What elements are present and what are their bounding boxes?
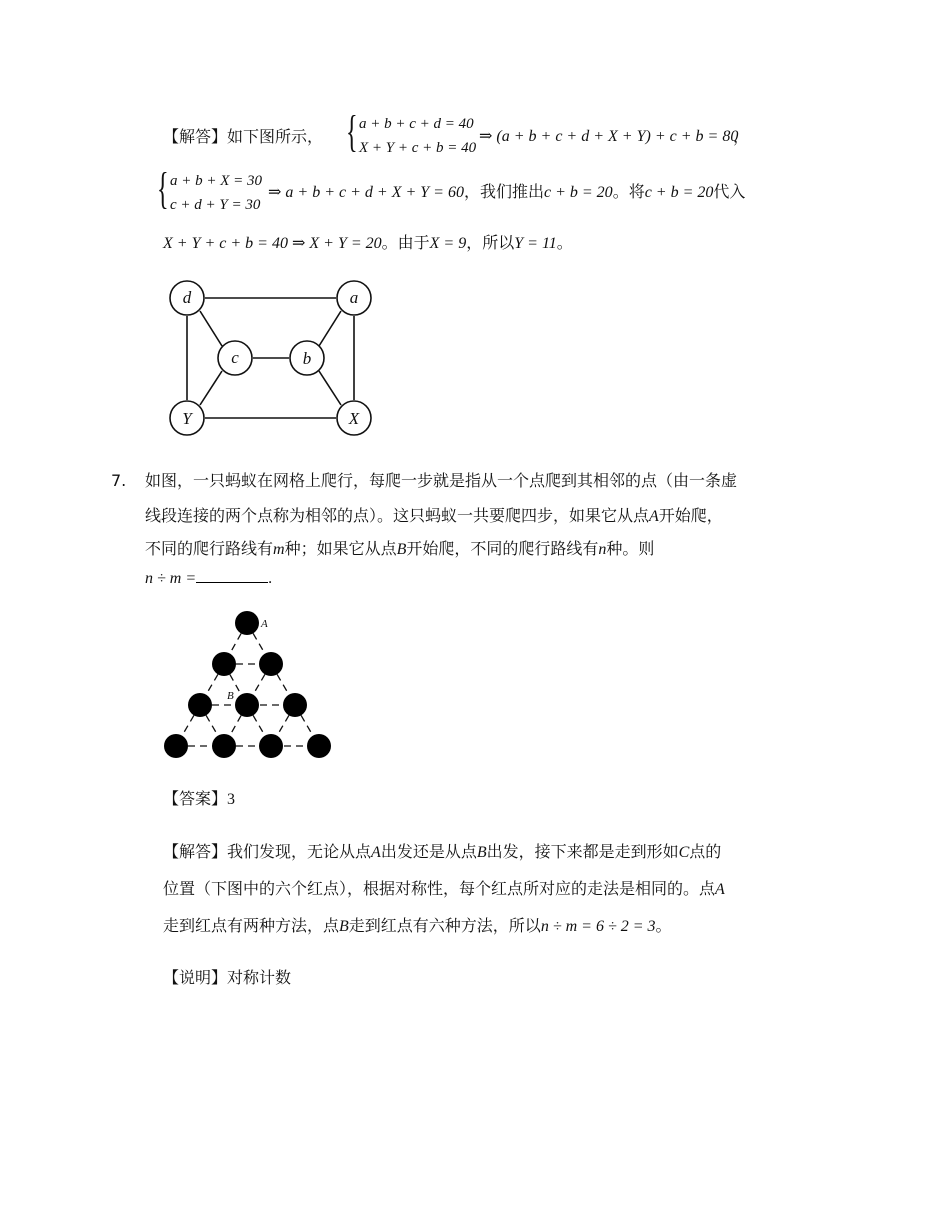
problem7-line3 [145, 538, 654, 561]
line3-a: 不同的爬行路线有 [145, 539, 274, 558]
line3-eq1: X + Y + c + b = 40 ⇒ X + Y = 20 [163, 235, 382, 252]
var-m: m [273, 541, 285, 558]
grid-dot [164, 734, 188, 758]
solution1-label: 【解答】 [163, 127, 228, 146]
solution1-line2 [268, 181, 745, 204]
system1-eq1: a + b + c + d = 40 [359, 116, 474, 132]
solution2-line1 [163, 841, 721, 864]
graph-figure [160, 278, 380, 443]
note-text: 对称计数 [227, 968, 292, 987]
note-line [163, 967, 291, 989]
line3-eq3: Y = 11 [514, 235, 557, 252]
node-label-Y: Y [182, 409, 192, 428]
answer-label: 【答案】 [163, 789, 228, 808]
line3-b: 种；如果它从点 [284, 539, 397, 558]
node-label-X: X [348, 409, 360, 428]
result1-equation: ⇒ (a + b + c + d + X + Y) + c + b = 80 [479, 128, 739, 145]
graph-edges [187, 298, 354, 418]
grid-dot [212, 652, 236, 676]
problem7-number: 7. [111, 471, 127, 490]
solution1-line3 [163, 232, 573, 255]
solution1-text2a: ，我们推出 [463, 182, 544, 201]
label-A: A [261, 618, 268, 630]
s2-l2-var-A: A [715, 881, 725, 898]
answer-value: 3 [227, 791, 236, 808]
s2-l3-var-B: B [339, 918, 349, 935]
node-label-a: a [349, 288, 359, 307]
s2-var-C: C [678, 844, 690, 861]
problem7-line4 [145, 567, 272, 590]
node-label-c: c [231, 348, 239, 367]
solution2-line3 [163, 915, 672, 938]
solution1-text2b: 。将 [612, 182, 645, 201]
line4-end: . [268, 570, 273, 587]
solution1-text2c: 代入 [713, 182, 746, 201]
var-B: B [396, 541, 407, 558]
system1-eq2: X + Y + c + b = 40 [359, 140, 477, 156]
edge-X-b [319, 371, 341, 405]
system1-brace: { [346, 107, 358, 156]
var-n: n [598, 541, 607, 558]
grid-dot [259, 652, 283, 676]
var-A: A [649, 508, 659, 525]
grid-dot [212, 734, 236, 758]
s2-l3b: 走到红点有六种方法，所以 [348, 916, 541, 935]
s2-l3a: 走到红点有两种方法，点 [163, 916, 340, 935]
line3-d: 种。则 [606, 539, 655, 558]
problem7-line2-end: 开始爬， [658, 506, 723, 525]
grid-dot [283, 693, 307, 717]
s2-l1a: 我们发现，无论从点 [227, 842, 372, 861]
dashed-edges [176, 623, 319, 746]
triangle-grid-figure [160, 605, 340, 765]
problem7-line1: 如图，一只蚂蚁在网格上爬行，每爬一步就是指从一个点爬到其相邻的点（由一条虚 [145, 471, 738, 490]
s2-l3c: 。 [655, 916, 672, 935]
system2-brace: { [157, 164, 169, 213]
edge-Y-c [200, 371, 222, 405]
line3-t1: 。由于 [381, 233, 430, 252]
node-label-b: b [302, 349, 312, 368]
answer-blank [196, 568, 268, 583]
line3-t2: ，所以 [466, 233, 515, 252]
solution1-line1 [163, 126, 323, 148]
grid-dot-A [235, 611, 259, 635]
s2-var-A: A [371, 844, 381, 861]
label-B: B [227, 690, 234, 702]
grid-dot [188, 693, 212, 717]
answer-line [163, 788, 235, 811]
line3-t3: 。 [556, 233, 573, 252]
edge-a-b [319, 311, 341, 346]
note-label: 【说明】 [163, 968, 228, 987]
node-label-d: d [182, 288, 192, 307]
s2-l1b: 出发还是从点 [380, 842, 477, 861]
eq-cb: c + b = 20 [543, 184, 613, 201]
problem7-line2-text: 线段连接的两个点称为相邻的点）。这只蚂蚁一共要爬四步，如果它从点 [145, 506, 650, 525]
line3-eq2: X = 9 [429, 235, 467, 252]
s2-l3-equation: n ÷ m = 6 ÷ 2 = 3 [540, 918, 656, 935]
grid-dot [259, 734, 283, 758]
solution1-intro: 如下图所示， [227, 127, 324, 146]
expr-n-div-m: n ÷ m = [145, 570, 197, 587]
s2-var-B: B [476, 844, 487, 861]
line3-c: 开始爬，不同的爬行路线有 [406, 539, 599, 558]
comma: ， [733, 127, 750, 146]
result2-equation: ⇒ a + b + c + d + X + Y = 60 [268, 184, 464, 201]
problem7-line2 [145, 505, 723, 528]
eq-cb2: c + b = 20 [644, 184, 714, 201]
edge-d-c [200, 311, 222, 346]
solution2-line2 [163, 878, 725, 901]
system2-eq2: c + d + Y = 30 [170, 197, 261, 213]
grid-dot-B [235, 693, 259, 717]
s2-l1c: 出发，接下来都是走到形如 [486, 842, 679, 861]
s2-l2a: 位置（下图中的六个红点），根据对称性，每个红点所对应的走法是相同的。点 [163, 879, 716, 898]
system2-eq1: a + b + X = 30 [170, 173, 263, 189]
grid-dot [307, 734, 331, 758]
s2-l1d: 点的 [689, 842, 722, 861]
solution2-label: 【解答】 [163, 842, 228, 861]
